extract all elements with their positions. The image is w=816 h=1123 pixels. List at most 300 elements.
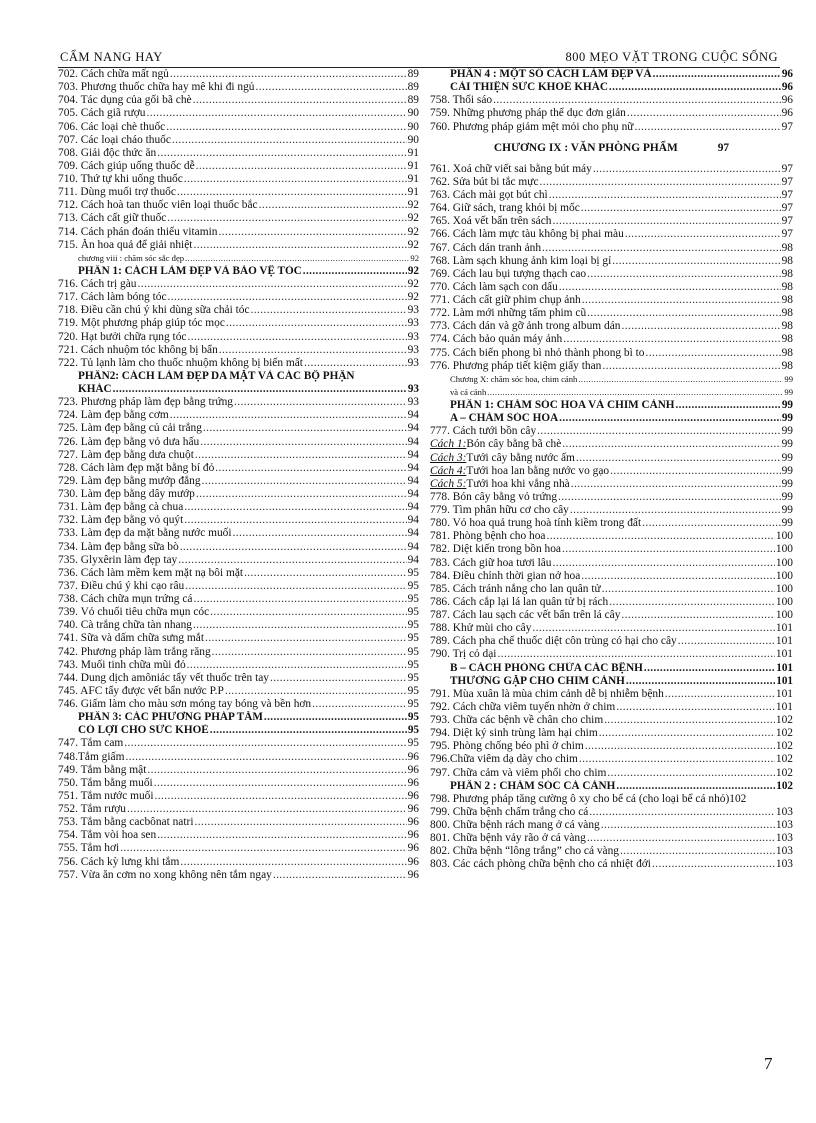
entry-title: 752. Tắm rượu bbox=[58, 803, 126, 815]
entry-title: 796.Chữa viêm dạ dày cho chim bbox=[430, 753, 578, 766]
entry-title: 772. Làm mới những tấm phim cũ bbox=[430, 307, 587, 320]
toc-entry bbox=[430, 543, 793, 556]
toc-entry bbox=[58, 304, 419, 317]
toc-entry bbox=[58, 422, 419, 435]
dot-leader bbox=[157, 147, 406, 160]
dot-leader bbox=[255, 81, 406, 94]
entry-page: 101 bbox=[775, 700, 793, 713]
dot-leader bbox=[244, 567, 407, 580]
entry-title: 713. Cách cất giữ thuốc bbox=[58, 212, 167, 225]
entry-title: 797. Chữa cảm và viêm phổi cho chim bbox=[430, 766, 607, 779]
toc-entry bbox=[430, 215, 793, 228]
entry-title: PHẦN 1: CÁCH LÀM ĐẸP VÀ BẢO VỆ TÓC bbox=[78, 264, 302, 277]
dot-leader bbox=[582, 294, 781, 307]
entry-title: 780. Vỏ hoa quả trung hoà tính kiềm trong đất bbox=[430, 517, 642, 530]
entry-title: 800. Chữa bệnh rách mang ở cá vàng bbox=[430, 819, 600, 831]
dot-leader bbox=[678, 635, 775, 648]
toc-section-heading bbox=[58, 711, 419, 724]
dot-leader bbox=[113, 383, 407, 396]
dot-leader bbox=[155, 790, 407, 803]
toc-entry bbox=[58, 409, 419, 422]
entry-page: 92 bbox=[407, 199, 419, 212]
entry-title: PHẦN 1: CHĂM SÓC HOA VÀ CHIM CẢNH bbox=[450, 399, 675, 411]
toc-entry bbox=[430, 648, 793, 661]
entry-title: 764. Giữ sách, trang khỏi bị mốc bbox=[430, 202, 580, 215]
dot-leader bbox=[210, 724, 407, 737]
entry-page: 94 bbox=[407, 422, 419, 435]
entry-title: 737. Điều chú ý khi cạo râu bbox=[58, 579, 185, 592]
toc-entry bbox=[58, 751, 419, 764]
dot-leader bbox=[187, 331, 406, 344]
entry-page: 95 bbox=[407, 593, 419, 605]
entry-page: 92 bbox=[407, 264, 419, 277]
dot-leader bbox=[612, 255, 780, 268]
toc-entry bbox=[430, 307, 793, 320]
entry-title: 765. Xoá vết bẩn trên sách bbox=[430, 215, 552, 228]
dot-leader bbox=[195, 449, 407, 462]
dot-leader bbox=[642, 517, 780, 530]
toc-entry bbox=[430, 320, 793, 333]
dot-leader bbox=[558, 491, 781, 504]
entry-page: 92 bbox=[407, 278, 419, 290]
dot-leader bbox=[609, 596, 775, 609]
toc-entry bbox=[58, 81, 419, 94]
header-right-title: 800 MẸO VẶT TRONG CUỘC SỐNG bbox=[565, 50, 778, 64]
toc-entry bbox=[430, 242, 793, 255]
entry-title: THƯỜNG GẶP CHO CHIM CẢNH bbox=[450, 674, 625, 687]
entry-title: 767. Cách dán tranh ảnh bbox=[430, 241, 542, 254]
dot-leader bbox=[212, 646, 407, 659]
entry-title: 728. Cách làm đẹp mặt bằng bí đỏ bbox=[58, 461, 215, 474]
entry-page: 89 bbox=[407, 68, 419, 80]
dot-leader bbox=[184, 173, 407, 186]
toc-entry bbox=[58, 331, 419, 344]
dot-leader bbox=[193, 239, 406, 252]
toc-entry bbox=[58, 134, 419, 147]
toc-entry bbox=[58, 396, 419, 409]
entry-page: 95 bbox=[407, 566, 419, 579]
entry-title: 709. Cách giúp uống thuốc dễ bbox=[58, 159, 195, 172]
entry-title: 748.Tắm giấm bbox=[58, 750, 125, 763]
dot-leader bbox=[553, 557, 775, 570]
entry-title: 781. Phòng bệnh cho hoa bbox=[430, 530, 546, 543]
toc-entry bbox=[58, 239, 419, 252]
entry-title: 802. Chữa bệnh “lông trắng” cho cá vàng bbox=[430, 845, 619, 858]
dot-leader bbox=[585, 740, 775, 753]
entry-page: 89 bbox=[407, 81, 419, 94]
entry-title: 773. Cách dán và gỡ ảnh trong album dán bbox=[430, 320, 621, 333]
dot-leader bbox=[644, 662, 775, 675]
entry-title: 757. Vừa ăn cơm no xong không nên tắm ngay bbox=[58, 868, 272, 881]
entry-page: 95 bbox=[407, 698, 419, 710]
toc-entry bbox=[430, 701, 793, 714]
dot-leader bbox=[576, 452, 781, 465]
dot-leader bbox=[124, 737, 406, 750]
dot-leader bbox=[587, 268, 780, 281]
entry-page: 95 bbox=[407, 724, 419, 737]
dot-leader bbox=[194, 816, 406, 829]
dot-leader bbox=[125, 751, 406, 764]
entry-page: 95 bbox=[407, 671, 419, 684]
toc-entry bbox=[430, 281, 793, 294]
dot-leader bbox=[616, 701, 775, 714]
toc-entry bbox=[430, 465, 793, 478]
entry-page: 98 bbox=[781, 294, 793, 306]
entry-page: 100 bbox=[775, 543, 793, 556]
dot-leader bbox=[233, 527, 407, 540]
entry-title: chương viii : chăm sóc sắc đẹp bbox=[78, 252, 185, 263]
entry-page: 95 bbox=[407, 645, 419, 658]
dot-leader bbox=[607, 767, 775, 780]
entry-page: 93 bbox=[407, 383, 419, 395]
entry-title: 755. Tắm hơi bbox=[58, 842, 120, 855]
toc-entry bbox=[58, 842, 419, 855]
entry-title: B – CÁCH PHÒNG CHỮA CÁC BỆNH bbox=[450, 661, 643, 674]
dot-leader bbox=[127, 803, 407, 816]
toc-entry bbox=[58, 357, 419, 370]
dot-leader bbox=[620, 845, 775, 858]
entry-page: 98 bbox=[781, 320, 793, 333]
toc-entry bbox=[58, 646, 419, 659]
toc-entry bbox=[58, 593, 419, 606]
entry-title: 794. Diệt ký sinh trùng làm hại chim bbox=[430, 727, 598, 740]
toc-chapter-entry bbox=[430, 386, 793, 399]
toc-entry bbox=[58, 501, 419, 514]
entry-title: 715. Ăn hoa quả để giải nhiệt bbox=[58, 238, 193, 251]
entry-page: 101 bbox=[775, 687, 793, 700]
entry-page: 96 bbox=[407, 855, 419, 868]
entry-title: 791. Mùa xuân là mùa chim cảnh dễ bị nhiễm bệnh bbox=[430, 687, 664, 700]
entry-title: 768. Làm sạch khung ảnh kim loại bị gỉ bbox=[430, 254, 612, 267]
entry-page: 99 bbox=[781, 438, 793, 451]
dot-leader bbox=[264, 711, 407, 724]
toc-entry bbox=[58, 619, 419, 632]
toc-entry bbox=[430, 622, 793, 635]
toc-entry bbox=[430, 688, 793, 701]
entry-page: 91 bbox=[407, 159, 419, 172]
toc-chapter-entry bbox=[430, 373, 793, 386]
toc-entry bbox=[58, 790, 419, 803]
toc-entry bbox=[430, 517, 793, 530]
entry-page: 93 bbox=[407, 317, 419, 330]
entry-page: 97 bbox=[781, 228, 793, 241]
dot-leader bbox=[177, 186, 407, 199]
dot-leader bbox=[219, 344, 407, 357]
toc-entry bbox=[58, 698, 419, 711]
entry-page: 100 bbox=[775, 609, 793, 621]
entry-title: 718. Điều cần chú ý khi dùng sữa chải tóc bbox=[58, 304, 250, 317]
toc-entry bbox=[58, 278, 419, 291]
entry-page: 101 bbox=[775, 648, 793, 661]
dot-leader bbox=[571, 478, 781, 491]
entry-page: 97 bbox=[781, 202, 793, 215]
toc-entry bbox=[58, 567, 419, 580]
dot-leader bbox=[205, 632, 407, 645]
entry-title: 788. Khử mùi cho cây bbox=[430, 622, 532, 635]
entry-page: 97 bbox=[781, 120, 793, 133]
entry-title: 742. Phương pháp làm trắng răng bbox=[58, 645, 211, 658]
entry-title: 782. Diệt kiến trong bồn hoa bbox=[430, 543, 561, 556]
entry-title: 763. Cách mài gọt bút chì bbox=[430, 189, 548, 201]
entry-title: 790. Trị cỏ dại bbox=[430, 648, 497, 661]
toc-entry bbox=[430, 635, 793, 648]
entry-page: 99 bbox=[784, 386, 793, 397]
dot-leader bbox=[273, 869, 407, 882]
entry-title: 726. Làm đẹp bằng vỏ dưa hấu bbox=[58, 435, 200, 448]
toc-entry bbox=[430, 793, 793, 806]
entry-title: 758. Thổi sáo bbox=[430, 94, 493, 107]
toc-entry bbox=[430, 255, 793, 268]
entry-page: 95 bbox=[407, 619, 419, 632]
toc-entry bbox=[58, 488, 419, 501]
entry-title: 746. Giấm làm cho màu sơn móng tay bóng và bền hơn bbox=[58, 698, 312, 710]
toc-entry bbox=[430, 360, 793, 373]
entry-page: 93 bbox=[407, 343, 419, 356]
dot-leader bbox=[532, 622, 775, 635]
toc-entry bbox=[430, 845, 793, 858]
toc-entry bbox=[430, 491, 793, 504]
dot-leader bbox=[120, 842, 406, 855]
entry-page: 99 bbox=[781, 425, 793, 438]
dot-leader bbox=[587, 832, 775, 845]
entry-page: 100 bbox=[775, 569, 793, 582]
dot-leader bbox=[193, 619, 407, 632]
toc-entry bbox=[430, 806, 793, 819]
dot-leader bbox=[196, 488, 407, 501]
toc-entry bbox=[430, 570, 793, 583]
dot-leader bbox=[562, 543, 775, 556]
entry-page: 102 bbox=[729, 792, 747, 805]
toc-entry bbox=[430, 596, 793, 609]
entry-page: 103 bbox=[775, 858, 793, 871]
entry-page: 95 bbox=[407, 684, 419, 697]
dot-leader bbox=[593, 163, 781, 176]
toc-entry bbox=[58, 632, 419, 645]
toc-entry bbox=[58, 68, 419, 81]
entry-page: 98 bbox=[781, 346, 793, 359]
dot-leader bbox=[251, 304, 407, 317]
toc-entry bbox=[58, 212, 419, 225]
dot-leader bbox=[570, 504, 781, 517]
entry-page: 94 bbox=[407, 448, 419, 461]
toc-entry bbox=[58, 803, 419, 816]
dot-leader bbox=[200, 436, 406, 449]
dot-leader bbox=[184, 501, 406, 514]
toc-section-heading bbox=[430, 662, 793, 675]
toc-entry bbox=[430, 714, 793, 727]
dot-leader bbox=[178, 554, 406, 567]
dot-leader bbox=[187, 659, 407, 672]
entry-title: 736. Cách làm mềm kem mặt nạ bôi mặt bbox=[58, 566, 244, 579]
entry-title: 712. Cách hoà tan thuốc viên loại thuốc bắc bbox=[58, 199, 258, 212]
entry-title: 731. Làm đẹp bằng cà chua bbox=[58, 501, 184, 514]
entry-page: 96 bbox=[407, 829, 419, 842]
dot-leader bbox=[225, 685, 407, 698]
entry-title: 756. Cách kỳ lưng khi tắm bbox=[58, 855, 180, 868]
dot-leader bbox=[196, 160, 407, 173]
entry-title: 760. Phương pháp giảm mệt mỏi cho phụ nữ bbox=[430, 120, 634, 133]
dot-leader bbox=[168, 291, 407, 304]
dot-leader bbox=[616, 780, 775, 793]
chapter-page: 97 bbox=[717, 141, 730, 154]
toc-entry bbox=[58, 475, 419, 488]
dot-leader bbox=[172, 134, 407, 147]
chapter-heading bbox=[430, 142, 793, 155]
entry-page: 92 bbox=[407, 212, 419, 225]
dot-leader bbox=[487, 386, 783, 399]
running-header bbox=[58, 50, 780, 68]
entry-title: 711. Dùng muối trợ thuốc bbox=[58, 186, 176, 199]
entry-title: 723. Phương pháp làm đẹp bằng trứng bbox=[58, 396, 233, 409]
entry-page: 99 bbox=[781, 412, 793, 425]
entry-title: PHẦN 3: CÁC PHƯƠNG PHÁP TẮM bbox=[78, 711, 263, 724]
entry-title: 704. Tác dụng của gối bã chè bbox=[58, 94, 192, 107]
dot-leader bbox=[601, 819, 775, 832]
entry-page: 103 bbox=[775, 819, 793, 831]
toc-entry bbox=[430, 740, 793, 753]
dot-leader bbox=[185, 580, 406, 593]
entry-page: 99 bbox=[784, 373, 793, 384]
entry-title: 735. Glyxêrin làm đẹp tay bbox=[58, 553, 178, 566]
entry-title: 792. Cách chữa viêm tuyến nhờn ở chim bbox=[430, 700, 616, 713]
entry-page: 101 bbox=[776, 661, 793, 674]
entry-title: 743. Muối tinh chữa mũi đỏ bbox=[58, 658, 186, 671]
dot-leader bbox=[497, 648, 774, 661]
toc-entry bbox=[430, 202, 793, 215]
entry-page: 91 bbox=[407, 173, 419, 185]
toc-entry bbox=[430, 557, 793, 570]
entry-title: CẢI THIỆN SỨC KHOẺ KHÁC bbox=[450, 81, 608, 94]
toc-entry bbox=[58, 685, 419, 698]
entry-title: 766. Cách làm mực tàu không bị phai màu bbox=[430, 228, 624, 241]
toc-entry bbox=[58, 672, 419, 685]
entry-title: 734. Làm đẹp bằng sữa bò bbox=[58, 540, 179, 553]
entry-title: 740. Cà trắng chữa tàn nhang bbox=[58, 619, 192, 632]
toc-entry bbox=[58, 737, 419, 750]
entry-title: 762. Sửa bút bi tắc mực bbox=[430, 175, 539, 188]
entry-page: 90 bbox=[407, 120, 419, 133]
entry-page: 93 bbox=[407, 396, 419, 409]
dot-leader bbox=[166, 121, 406, 134]
entry-title: 725. Làm đẹp bằng củ cải trắng bbox=[58, 422, 202, 435]
entry-page: 101 bbox=[775, 635, 793, 648]
entry-page: 98 bbox=[781, 280, 793, 293]
entry-page: 95 bbox=[407, 579, 419, 592]
dot-leader bbox=[493, 94, 780, 107]
toc-section-heading bbox=[430, 399, 793, 412]
entry-page: 96 bbox=[781, 107, 793, 120]
entry-title: 753. Tắm bằng cacbônat natri bbox=[58, 816, 194, 829]
entry-title: 774. Cách bảo quản máy ảnh bbox=[430, 333, 563, 346]
entry-title: 730. Làm đẹp bằng dây mướp bbox=[58, 488, 195, 500]
entry-title: 721. Cách nhuộm tóc không bị bẩn bbox=[58, 343, 218, 356]
dot-leader bbox=[303, 265, 407, 278]
entry-page: 101 bbox=[775, 622, 793, 635]
toc-section-heading bbox=[430, 68, 793, 81]
toc-entry bbox=[58, 554, 419, 567]
entry-page: 90 bbox=[407, 107, 419, 120]
entry-page: 103 bbox=[775, 805, 793, 818]
entry-page: 94 bbox=[407, 409, 419, 422]
entry-page: 96 bbox=[407, 750, 419, 763]
entry-page: 98 bbox=[781, 254, 793, 267]
entry-title: 719. Một phương pháp giúp tóc mọc bbox=[58, 317, 225, 330]
entry-page: 97 bbox=[781, 189, 793, 201]
entry-page: 99 bbox=[781, 504, 793, 516]
entry-title: PHẦN 2 : CHĂM SÓC CÁ CẢNH bbox=[450, 779, 616, 792]
entry-title: Tưới cây bằng nước ấm bbox=[466, 451, 575, 464]
dot-leader bbox=[218, 226, 406, 239]
dot-leader bbox=[147, 764, 406, 777]
toc-entry bbox=[58, 317, 419, 330]
dot-leader bbox=[626, 675, 775, 688]
entry-page: 94 bbox=[407, 540, 419, 553]
dot-leader bbox=[581, 570, 775, 583]
entry-title: 770. Cách làm sạch con dấu bbox=[430, 280, 558, 293]
dot-leader bbox=[180, 856, 406, 869]
entry-page: 95 bbox=[407, 658, 419, 671]
entry-title: 785. Cách tránh nắng cho lan quân tử bbox=[430, 582, 601, 595]
dot-leader bbox=[646, 347, 781, 360]
header-left-title: CẨM NANG HAY bbox=[60, 50, 163, 64]
toc-entry bbox=[58, 514, 419, 527]
entry-page: 94 bbox=[407, 514, 419, 527]
toc-entry bbox=[430, 727, 793, 740]
entry-page: 96 bbox=[781, 94, 793, 107]
entry-page: 102 bbox=[776, 779, 793, 792]
dot-leader bbox=[537, 425, 780, 438]
entry-page: 94 bbox=[407, 461, 419, 474]
entry-title: 745. AFC tẩy được vết bẩn nước P.P bbox=[58, 684, 224, 697]
toc-entry bbox=[58, 462, 419, 475]
toc-entry bbox=[430, 163, 793, 176]
entry-page: 93 bbox=[407, 356, 419, 369]
dot-leader bbox=[157, 829, 406, 842]
entry-title: 724. Làm đẹp bằng cơm bbox=[58, 409, 169, 422]
entry-title: 749. Tắm bằng mật bbox=[58, 763, 147, 776]
toc-entry bbox=[58, 94, 419, 107]
dot-leader bbox=[602, 583, 775, 596]
entry-title: 733. Làm đẹp da mặt bằng nước muối bbox=[58, 527, 232, 540]
entry-title: 717. Cách làm bóng tóc bbox=[58, 291, 167, 304]
dot-leader bbox=[587, 307, 780, 320]
entry-page: 92 bbox=[407, 291, 419, 304]
entry-title: 784. Điều chỉnh thời gian nở hoa bbox=[430, 569, 581, 582]
toc-entry bbox=[430, 609, 793, 622]
entry-page: 94 bbox=[407, 435, 419, 448]
toc-entry bbox=[430, 94, 793, 107]
dot-leader bbox=[184, 514, 406, 527]
toc-entry bbox=[58, 659, 419, 672]
entry-title: PHẦN 4 : MỘT SỐ CÁCH LÀM ĐẸP VÀ bbox=[450, 68, 652, 80]
toc-entry bbox=[58, 541, 419, 554]
dot-leader bbox=[540, 176, 781, 189]
toc-entry bbox=[58, 606, 419, 619]
toc-entry bbox=[58, 291, 419, 304]
dot-leader bbox=[610, 465, 781, 478]
entry-title: 759. Những phương pháp thể dục đơn giản bbox=[430, 107, 626, 120]
entry-title: 747. Tắm cam bbox=[58, 737, 124, 750]
entry-page: 97 bbox=[781, 162, 793, 175]
entry-title: 708. Giải độc thức ăn bbox=[58, 146, 157, 159]
entry-title: 798. Phương pháp tăng cường ô xy cho bể cá (cho loại bể cá nhỏ) bbox=[430, 792, 730, 805]
toc-entry bbox=[430, 107, 793, 120]
toc-entry bbox=[430, 189, 793, 202]
dot-leader bbox=[579, 753, 775, 766]
entry-page: 91 bbox=[407, 146, 419, 159]
entry-page: 98 bbox=[781, 359, 793, 372]
entry-page: 95 bbox=[407, 632, 419, 645]
